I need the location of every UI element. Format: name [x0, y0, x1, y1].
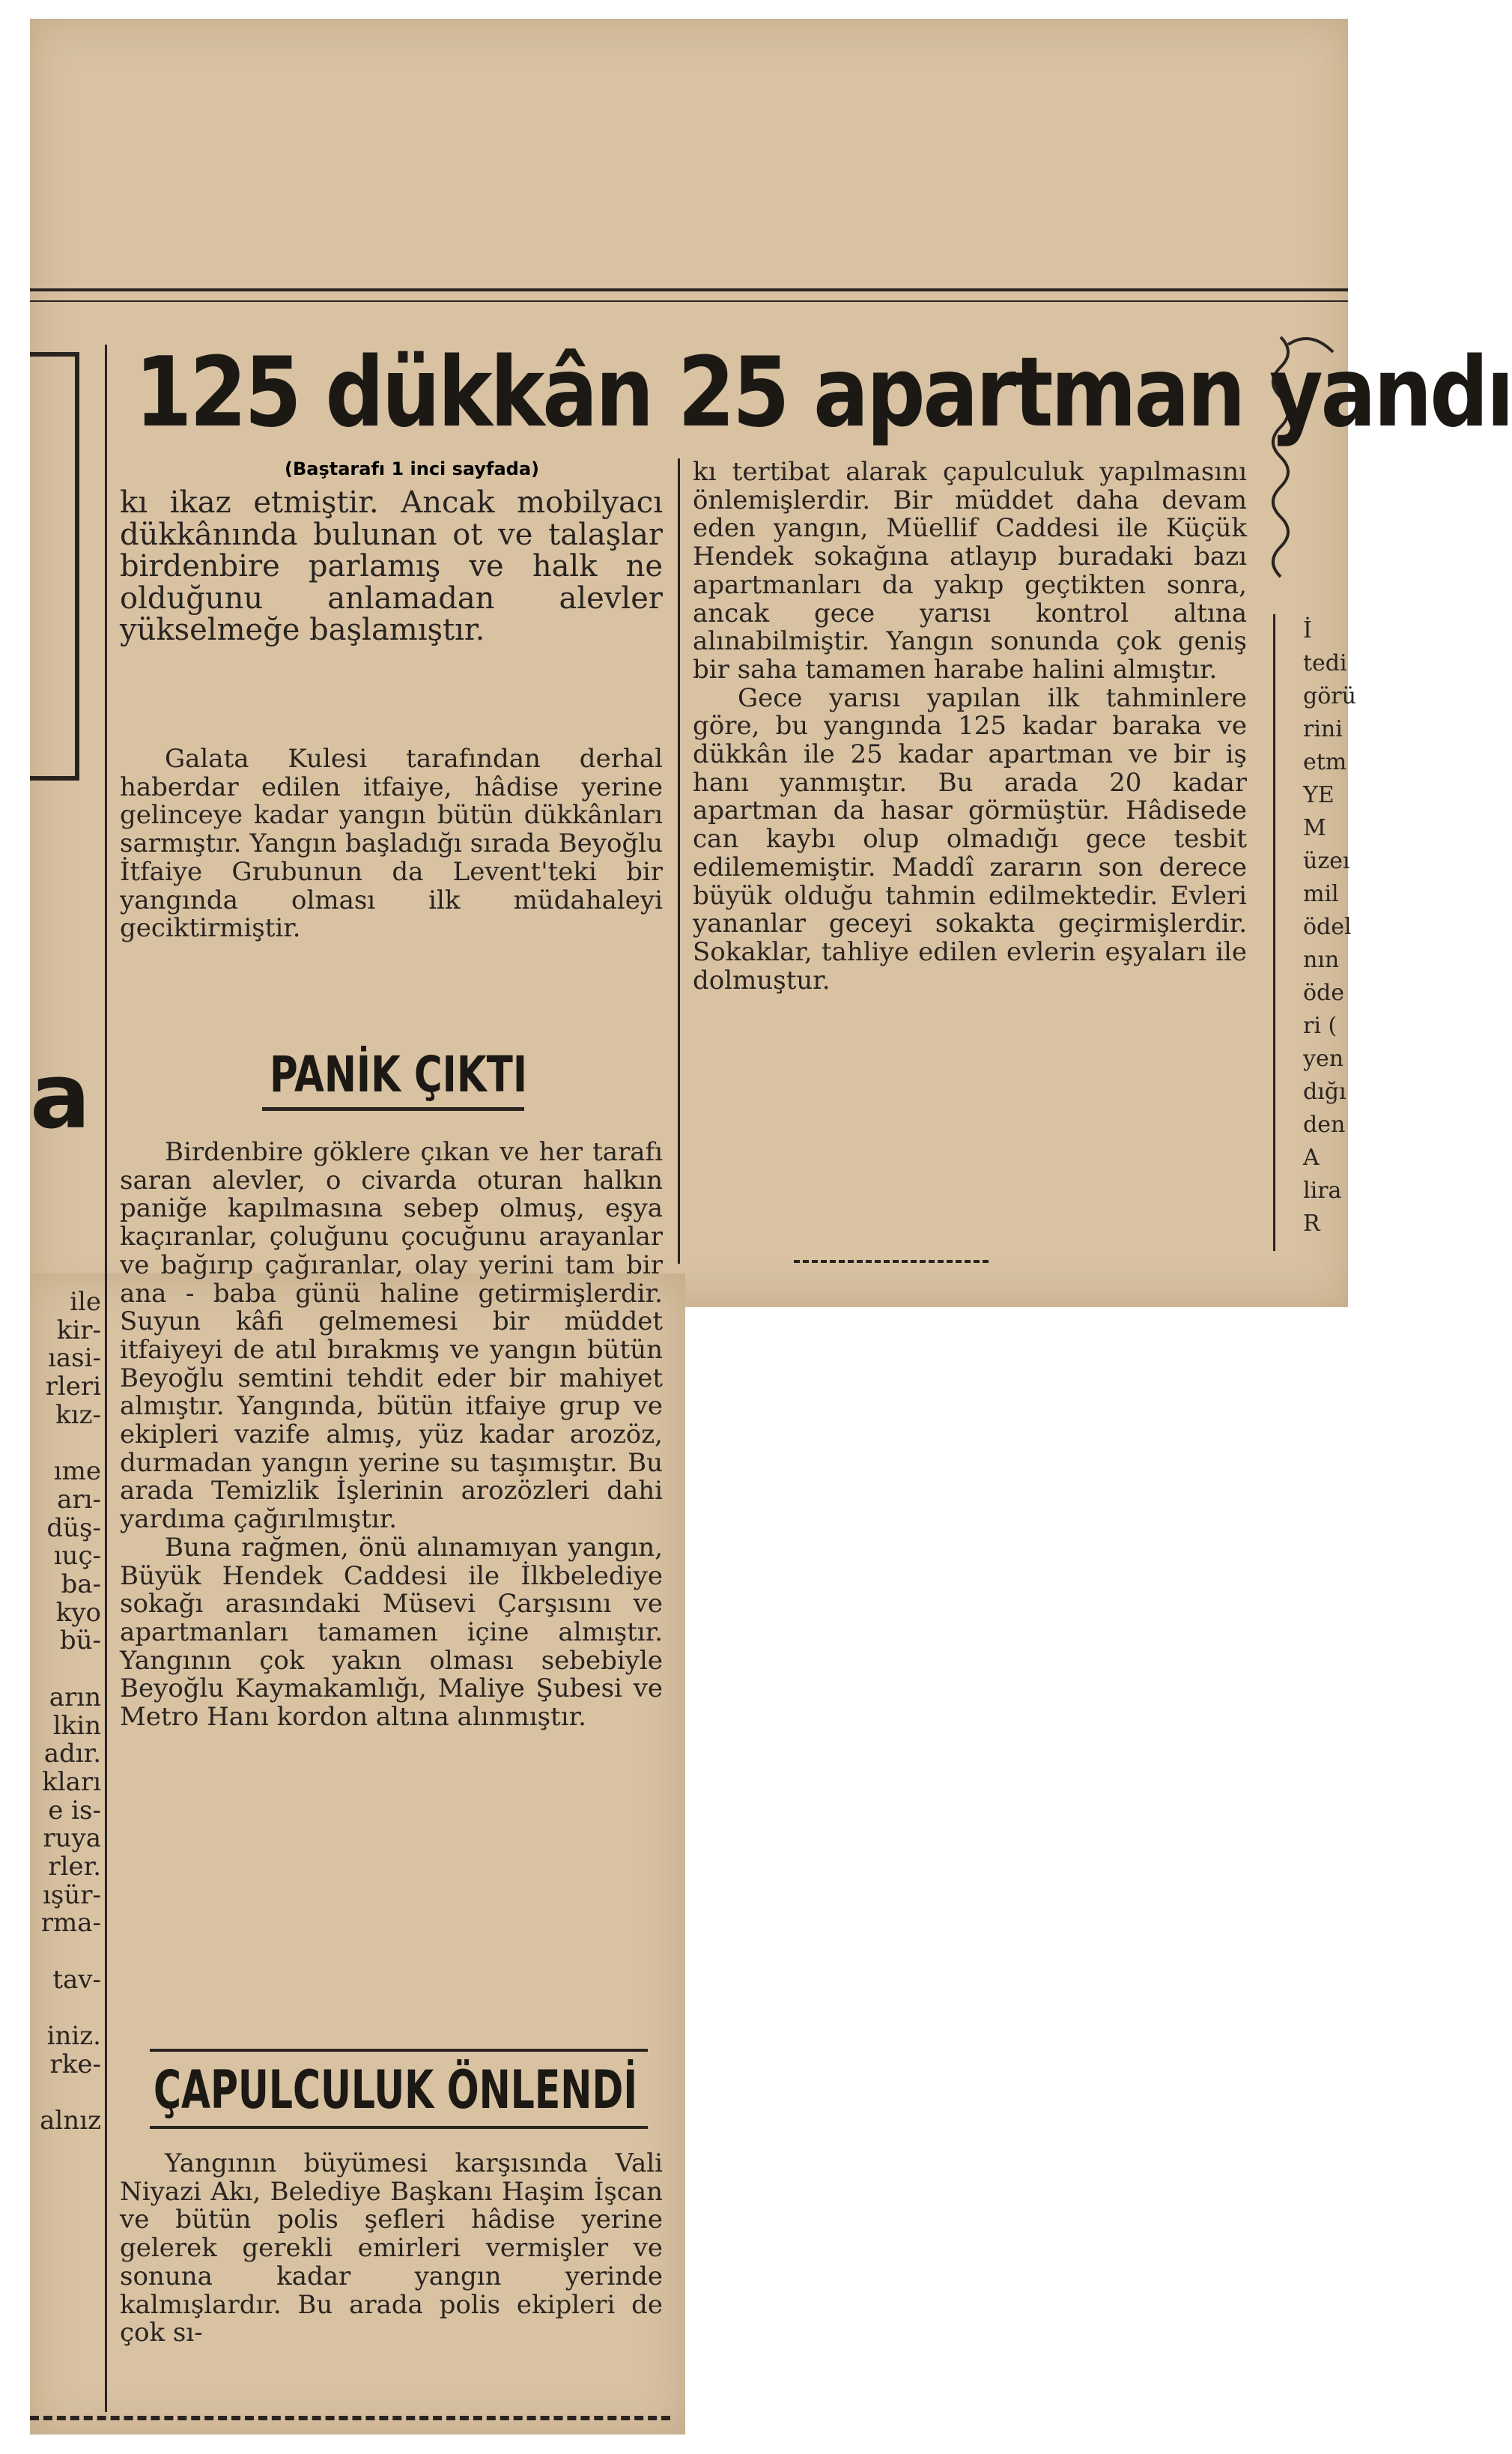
- fragment-line: A: [1303, 1145, 1320, 1171]
- right-fragment-column: [1303, 614, 1356, 1240]
- paragraph: Galata Kulesi tarafından derhal haberdar edilen itfaiye, hâdise yerine gelinceye kadar yangın bütün dükkânları sarmıştır. Yangın başladığı sırada Beyoğlu İtfaiye Grubunun da Levent'teki bir yangında olması ilk müdahaleyi geciktirmiştir.: [120, 744, 663, 944]
- fragment-line: ba-: [61, 1569, 101, 1600]
- fragment-line: ri (: [1303, 1013, 1338, 1039]
- fragment-line: tav-: [52, 1964, 101, 1995]
- fragment-line: yen: [1303, 1046, 1344, 1072]
- subhead-panic: PANİK ÇIKTI: [270, 1046, 528, 1103]
- fragment-line: [30, 1938, 101, 1966]
- fragment-line: ışür-: [43, 1879, 101, 1910]
- column1b-body: [120, 1139, 663, 1732]
- continuation-note: (Baştarafı 1 inci sayfada): [285, 458, 540, 479]
- fragment-line: bü-: [59, 1626, 101, 1656]
- fragment-line: adır.: [43, 1739, 101, 1769]
- fragment-line: düş-: [46, 1512, 101, 1543]
- column2-body: [693, 458, 1247, 995]
- fragment-line: rler.: [48, 1852, 101, 1882]
- column-divider: [678, 458, 680, 1264]
- fragment-line: M: [1303, 815, 1326, 841]
- fragment-line: İ: [1303, 617, 1312, 643]
- fragment-line: tedi: [1303, 650, 1347, 676]
- fragment-line: [30, 2079, 101, 2108]
- fragment-line: e is-: [48, 1795, 101, 1826]
- fragment-line: ıasi-: [48, 1343, 101, 1374]
- paragraph: Yangının büyümesi karşısında Vali Niyazi Akı, Belediye Başkanı Haşim İşcan ve bütün polis şefleri hâdise yerine gelerek gerekli emirleri vermişler ve sonuna kadar yangın yerinde kalmışlardır. Bu arada polis ekipleri de çok sı-: [120, 2148, 663, 2348]
- paragraph: Birdenbire göklere çıkan ve her tarafı saran alevler, o civarda oturan halkın paniğe kapılmasına sebep olmuş, eşya kaçıranlar, çoluğunu çocuğunu arayanlar ve bağırıp çağıranlar, olay yerini tam bir ana - baba günü haline getirmişlerdir. Suyun kâfi gelmemesi bir müddet itfaiyeyi de atıl bırakmış ve yangın bütün Beyoğlu semtini tehdit eder bir mahiyet almıştır. Yangında, bütün itfaiye grup ve ekipleri vazife almış, yüz kadar arozöz, durmadan yangın yerine su taşımıştır. Bu arada Temizlik İşlerinin arozözleri dahi yardıma çağırılmıştır.: [120, 1137, 663, 1535]
- subhead-overline: [150, 2049, 648, 2052]
- fragment-line: [30, 1655, 101, 1684]
- fragment-line: kız-: [55, 1399, 101, 1430]
- fragment-line: rleri: [45, 1372, 101, 1402]
- fragment-line: rini: [1303, 716, 1343, 742]
- fragment-line: ile: [70, 1287, 101, 1317]
- fragment-line: üzeı: [1303, 848, 1350, 874]
- paragraph: Buna rağmen, önü alınamıyan yangın, Büyük Hendek Caddesi ile İlkbelediye sokağı arasındaki Müsevi Çarşısını ve apartmanları tamamen içine almıştır. Yangının çok yakın olması sebebiyle Beyoğlu Kaymakamlığı, Maliye Şubesi ve Metro Hanı kordon altına alınmıştır.: [120, 1532, 663, 1733]
- fragment-line: kyo: [55, 1597, 101, 1628]
- fragment-line: lira: [1303, 1178, 1342, 1204]
- left-fragment-letter: a: [30, 1045, 91, 1149]
- fragment-line: lkin: [52, 1710, 101, 1741]
- fragment-line: arın: [49, 1682, 101, 1712]
- fragment-line: ödel: [1303, 914, 1352, 940]
- fragment-line: mil: [1303, 881, 1339, 907]
- subhead-underline: [150, 2126, 648, 2129]
- fragment-line: alnız: [40, 2106, 101, 2136]
- paragraph: Gece yarısı yapılan ilk tahminlere göre, bu yangında 125 kadar baraka ve dükkân ile 25 kadar apartman ve bir iş hanı yanmıştır. Bu arada 20 kadar apartman da hasar görmüştür. Hâdisede can kaybı olup olmadığı gece tesbit edilememiştir. Maddî zararın son derece büyük olduğu tahmin edilmektedir. Evleri yananlar geceyi sokakta geçirmişlerdir. Sokaklar, tahliye edilen evlerin eşyaları ile dolmuştur.: [693, 682, 1247, 996]
- fragment-line: arı-: [57, 1484, 101, 1515]
- column1c-body: [120, 2150, 663, 2348]
- fragment-line: R: [1303, 1211, 1320, 1237]
- fragment-line: rma-: [40, 1908, 101, 1939]
- fragment-line: rke-: [49, 2049, 101, 2079]
- column-rule-left: [105, 345, 107, 2412]
- article-headline: 125 dükkân 25 apartman yandı: [135, 337, 1512, 449]
- subhead-looting: ÇAPULCULUK ÖNLENDİ: [154, 2059, 638, 2121]
- fragment-line: dığı: [1303, 1079, 1346, 1105]
- column1-body: [120, 745, 663, 943]
- fragment-line: öde: [1303, 980, 1345, 1006]
- column2-end-rule: [794, 1260, 989, 1263]
- lead-paragraph: kı ikaz etmiştir. Ancak mobilyacı dükkânında bulunan ot ve talaşlar birdenbire parlamış ve halk ne olduğunu anlamadan alevler yükselmeğe başlamıştır.: [120, 485, 663, 647]
- fragment-line: kir-: [56, 1315, 101, 1345]
- column1-lead: [120, 487, 663, 646]
- bottom-dash-rule: [30, 2416, 670, 2420]
- paragraph: kı tertibat alarak çapulculuk yapılmasını önlemişlerdir. Bir müddet daha devam eden yangın, Müellif Caddesi ile Küçük Hendek sokağına atlayıp buradaki bazı apartmanları da yakıp geçtikten sonra, ancak gece yarısı kontrol altına alınabilmiştir. Yangın sonunda çok geniş bir saha tamamen harabe halini almıştır.: [693, 457, 1247, 685]
- column-rule-right: [1273, 614, 1275, 1251]
- fragment-line: [30, 1430, 101, 1458]
- left-fragment-column: [30, 1288, 101, 2136]
- fragment-line: ruya: [43, 1823, 101, 1854]
- fragment-line: etm: [1303, 749, 1347, 775]
- masthead-rule: [30, 288, 1348, 302]
- subhead-underline: [262, 1107, 524, 1111]
- fragment-line: iniz.: [46, 2021, 101, 2052]
- left-box-frame: [30, 352, 79, 781]
- fragment-line: nın: [1303, 947, 1340, 973]
- fragment-line: YE: [1303, 782, 1335, 808]
- fragment-line: den: [1303, 1112, 1346, 1138]
- fragment-line: kları: [42, 1766, 101, 1797]
- fragment-line: [30, 1995, 101, 2023]
- fragment-line: görü: [1303, 683, 1356, 709]
- fragment-line: ıuç-: [53, 1541, 101, 1572]
- fragment-line: ıme: [53, 1456, 101, 1487]
